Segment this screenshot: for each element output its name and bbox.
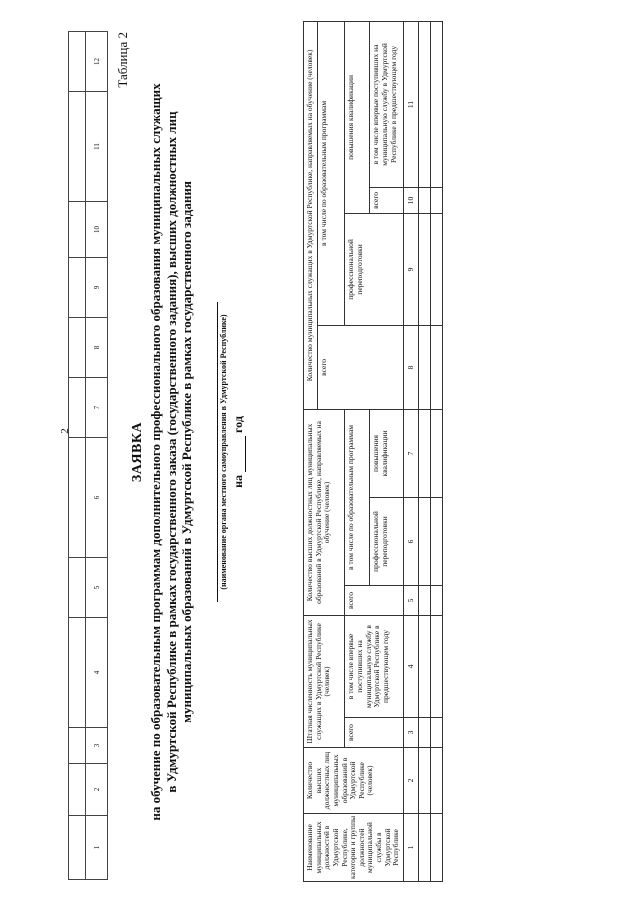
header-officials-programs: в том числе по образовательным программам — [345, 409, 370, 585]
table-cell — [418, 325, 430, 409]
header-employees-q-total: всего — [370, 187, 403, 213]
year-line — [231, 12, 246, 892]
table-cell — [418, 718, 430, 748]
column-number: 6 — [403, 497, 418, 585]
column-number: 4 — [403, 615, 418, 717]
prev-col-number: 6 — [86, 438, 108, 558]
prev-col-number: 8 — [86, 318, 108, 378]
table-cell — [418, 814, 430, 882]
column-number: 5 — [403, 585, 418, 615]
table-cell — [430, 21, 442, 187]
prev-cell — [69, 558, 86, 618]
header-officials-total: всего — [345, 585, 404, 615]
year-suffix: год — [230, 416, 245, 433]
previous-table-fragment — [68, 31, 108, 880]
header-employees-total: всего — [317, 325, 403, 409]
org-name-caption: (наименование органа местного самоуправления в Удмуртской Республике) — [218, 314, 228, 590]
prev-col-number: 3 — [86, 728, 108, 764]
prev-col-number: 10 — [86, 202, 108, 258]
table-label: Таблица 2 — [115, 32, 130, 88]
year-prefix: на — [230, 474, 245, 488]
table-cell — [418, 187, 430, 213]
column-number: 8 — [403, 325, 418, 409]
table-cell — [418, 615, 430, 717]
document-title: ЗАЯВКА — [130, 421, 145, 483]
header-employees-q-first-time: в том числе впервые поступивших на муниципальную службу в Удмуртской Республике в предшествующем году — [370, 21, 403, 187]
prev-col-number: 9 — [86, 258, 108, 318]
header-officials-qualification: повышения квалификации — [370, 409, 403, 497]
table-cell — [418, 497, 430, 585]
prev-cell — [69, 32, 86, 92]
header-staff-group: Штатная численность муниципальных служащих в Удмуртской Республике (человек) — [304, 615, 345, 747]
table-cell — [430, 718, 442, 748]
column-number: 2 — [403, 748, 418, 814]
prev-cell — [69, 728, 86, 764]
column-number: 11 — [403, 21, 418, 187]
column-number: 3 — [403, 718, 418, 748]
header-employees-group: Количество муниципальных служащих в Удмуртской Республике, направляемых на обучение (человек) — [304, 21, 318, 409]
prev-cell — [69, 202, 86, 258]
prev-cell — [69, 764, 86, 816]
prev-col-number: 11 — [86, 92, 108, 202]
year-blank — [234, 436, 246, 472]
header-officials-retraining: профессиональной переподготовки — [370, 497, 403, 585]
prev-cell — [69, 378, 86, 438]
prev-col-number: 2 — [86, 764, 108, 816]
prev-col-number: 5 — [86, 558, 108, 618]
column-number: 10 — [403, 187, 418, 213]
table-cell — [430, 213, 442, 325]
prev-cell — [69, 92, 86, 202]
document-header — [130, 12, 246, 892]
page-number: 2 — [58, 428, 71, 434]
prev-cell — [69, 618, 86, 728]
org-name-line — [217, 302, 218, 602]
table-cell — [418, 213, 430, 325]
table-cell — [418, 748, 430, 814]
table-cell — [430, 814, 442, 882]
table-cell — [430, 615, 442, 717]
prev-cell — [69, 258, 86, 318]
prev-col-number: 4 — [86, 618, 108, 728]
header-staff-total: всего — [345, 718, 404, 748]
prev-col-number: 12 — [86, 32, 108, 92]
table-cell — [430, 497, 442, 585]
header-employees-programs: в том числе по образовательным программам — [317, 21, 345, 325]
column-number: 1 — [403, 814, 418, 882]
header-position-names: Наименование муниципальных должностей в Удмуртской Республике, категории и группы должностей муниципальной службы в Удмуртской Республике — [304, 814, 404, 882]
header-employees-retraining: профессиональной переподготовки — [345, 213, 404, 325]
table-cell — [430, 748, 442, 814]
table-cell — [430, 325, 442, 409]
prev-cell — [69, 318, 86, 378]
table-cell — [418, 585, 430, 615]
prev-cell — [69, 438, 86, 558]
prev-cell — [69, 816, 86, 880]
header-staff-first-time: в том числе впервые поступивших на муниципальную службу в Удмуртской Республике в предшествующем году — [345, 615, 404, 717]
rotated-sheet — [20, 12, 620, 892]
table-cell — [418, 409, 430, 497]
prev-col-number: 1 — [86, 816, 108, 880]
header-employees-qualification: повышения квалификации — [345, 21, 370, 213]
column-number: 9 — [403, 213, 418, 325]
application-table — [303, 21, 443, 882]
header-officials-count: Количество высших должностных лиц муниципальных образований в Удмуртской Республике (человек) — [304, 748, 404, 814]
table-cell — [430, 585, 442, 615]
table-cell — [430, 409, 442, 497]
header-officials-group: Количество высших должностных лиц муниципальных образований в Удмуртской Республике, направляемых на обучение (человек) — [304, 409, 345, 615]
column-number: 7 — [403, 409, 418, 497]
prev-col-number: 7 — [86, 378, 108, 438]
table-cell — [418, 21, 430, 187]
document-subtitle: на обучение по образовательным программам дополнительного профессионального образования муниципальных служащих в Удмуртской Республике в рамках государственного заказа (государственного задания), высших должностных лиц муниципальных образований в Удмуртской Республике в рамках государственного задания — [148, 83, 195, 821]
table-cell — [430, 187, 442, 213]
